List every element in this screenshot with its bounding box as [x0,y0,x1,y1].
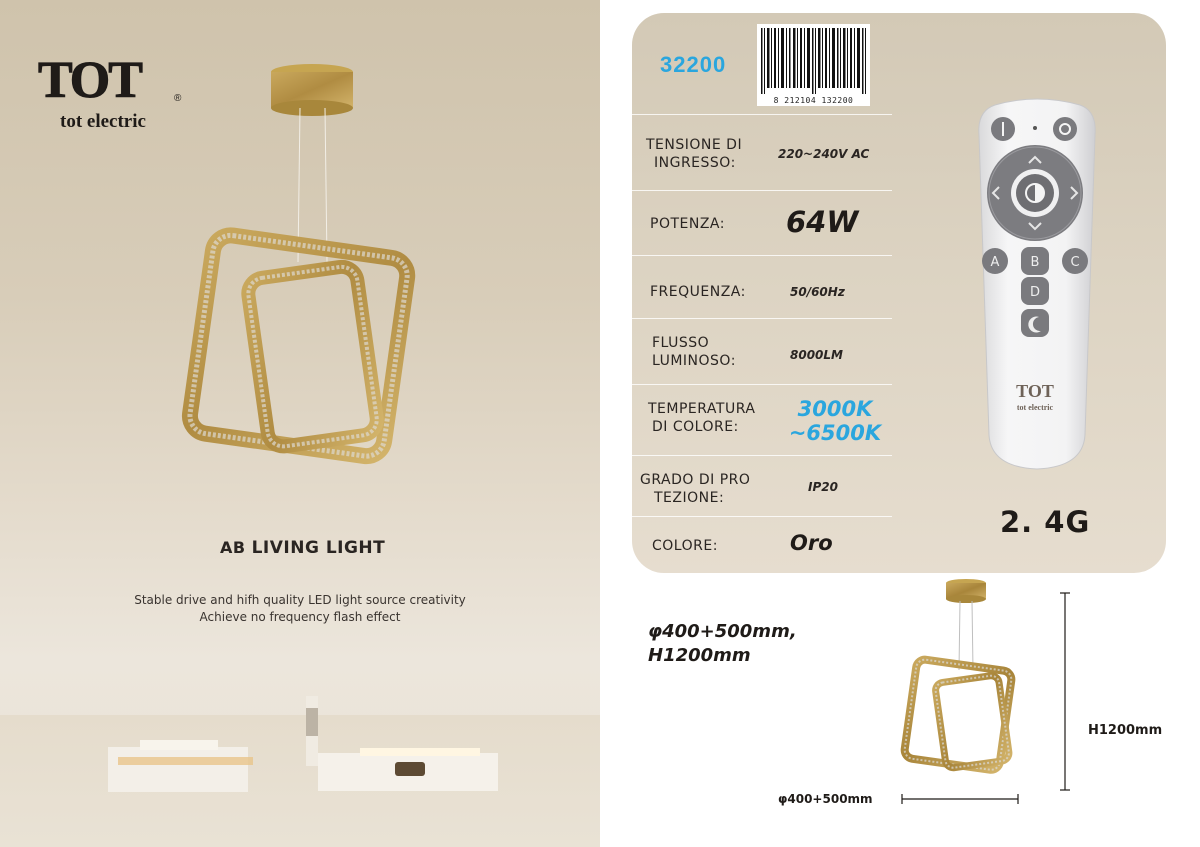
inner-lamp-ring [246,265,379,449]
ip-rating-value: IP20 [808,480,838,494]
suspension-cable [325,108,327,262]
remote-brand-name: tot electric [1016,403,1054,412]
product-code: 32200 [660,52,727,77]
dimensions-line-1: φ400+500mm, [648,621,797,642]
frequency-value: 50/60Hz [790,285,845,299]
power-value: 64W [786,205,859,239]
voltage-label [646,136,742,172]
remote-button-d-label: D [1029,285,1041,300]
row-divider [632,318,892,319]
night-mode-button[interactable] [1021,309,1049,337]
power-on-button[interactable] [991,117,1015,141]
remote-brand-logo [1016,381,1054,412]
remote-brand-mark: TOT [1016,381,1054,401]
series-title [220,538,470,558]
tagline-line-2: Achieve no frequency flash effect [199,610,401,624]
height-dimension-label: H1200mm [1088,723,1163,738]
brand-mark: TOT [38,52,141,109]
ceiling-canopy [271,64,353,116]
remote-button-a[interactable] [982,248,1008,274]
flux-value: 8000LM [790,348,843,362]
power-off-button[interactable] [1053,117,1077,141]
brand-name: tot electric [60,111,146,132]
remote-control [975,95,1100,475]
diagram-canopy [946,579,986,603]
brightness-dial-button[interactable] [1011,169,1059,217]
remote-button-b[interactable] [1021,247,1049,275]
dimensions-line-2: H1200mm [648,645,751,666]
height-dimension-line [1060,593,1070,790]
power-label: POTENZA: [650,216,725,232]
width-dimension-label: φ400+500mm [778,792,873,806]
dimension-diagram [760,575,1080,810]
barcode [757,24,870,106]
color-temp-value-min: 3000K [797,397,873,421]
diagram-cable [959,601,960,670]
floor [0,715,600,847]
remote-button-d[interactable] [1021,277,1049,305]
color-label: COLORE: [652,538,718,554]
wireless-frequency: 2. 4G [1000,505,1091,539]
ip-rating-label [640,471,750,507]
width-dimension-line [902,794,1018,804]
flux-label-line-2: LUMINOSO: [652,353,736,369]
tagline-line-1: Stable drive and hifh quality LED light source creativity [134,593,466,607]
series-logo: AB [220,538,246,557]
row-divider [632,255,892,256]
flux-label [652,334,736,370]
color-temp-value-max: ~6500K [788,421,882,445]
flux-label-line-1: FLUSSO [652,335,710,351]
remote-button-c-label: C [1070,255,1080,270]
color-temp-value [780,397,890,445]
color-temp-label-line-1: TEMPERATURA [648,401,756,417]
barcode-bars [757,24,870,94]
tagline [100,592,500,626]
color-value: Oro [790,531,833,555]
row-divider [632,190,892,191]
color-temp-label [648,400,755,436]
row-divider [632,516,892,517]
row-divider [632,384,892,385]
ip-rating-label-line-2: TEZIONE: [654,490,725,506]
ip-rating-label-line-1: GRADO DI PRO [640,472,751,488]
voltage-label-line-2: INGRESSO: [654,155,736,171]
row-divider [632,455,892,456]
voltage-value: 220~240V AC [778,147,870,161]
diagram-cable [972,601,973,670]
registered-mark: ® [174,93,182,104]
row-divider [632,114,892,115]
remote-button-a-label: A [990,255,1000,270]
remote-button-b-label: B [1030,255,1040,270]
remote-button-c[interactable] [1062,248,1088,274]
frequency-label: FREQUENZA: [650,284,746,300]
voltage-label-line-1: TENSIONE DI [646,137,743,153]
barcode-number: 8 212104 132200 [773,96,854,105]
indicator-led [1033,126,1037,130]
series-name: LIVING LIGHT [251,538,386,558]
color-temp-label-line-2: DI COLORE: [652,419,739,435]
